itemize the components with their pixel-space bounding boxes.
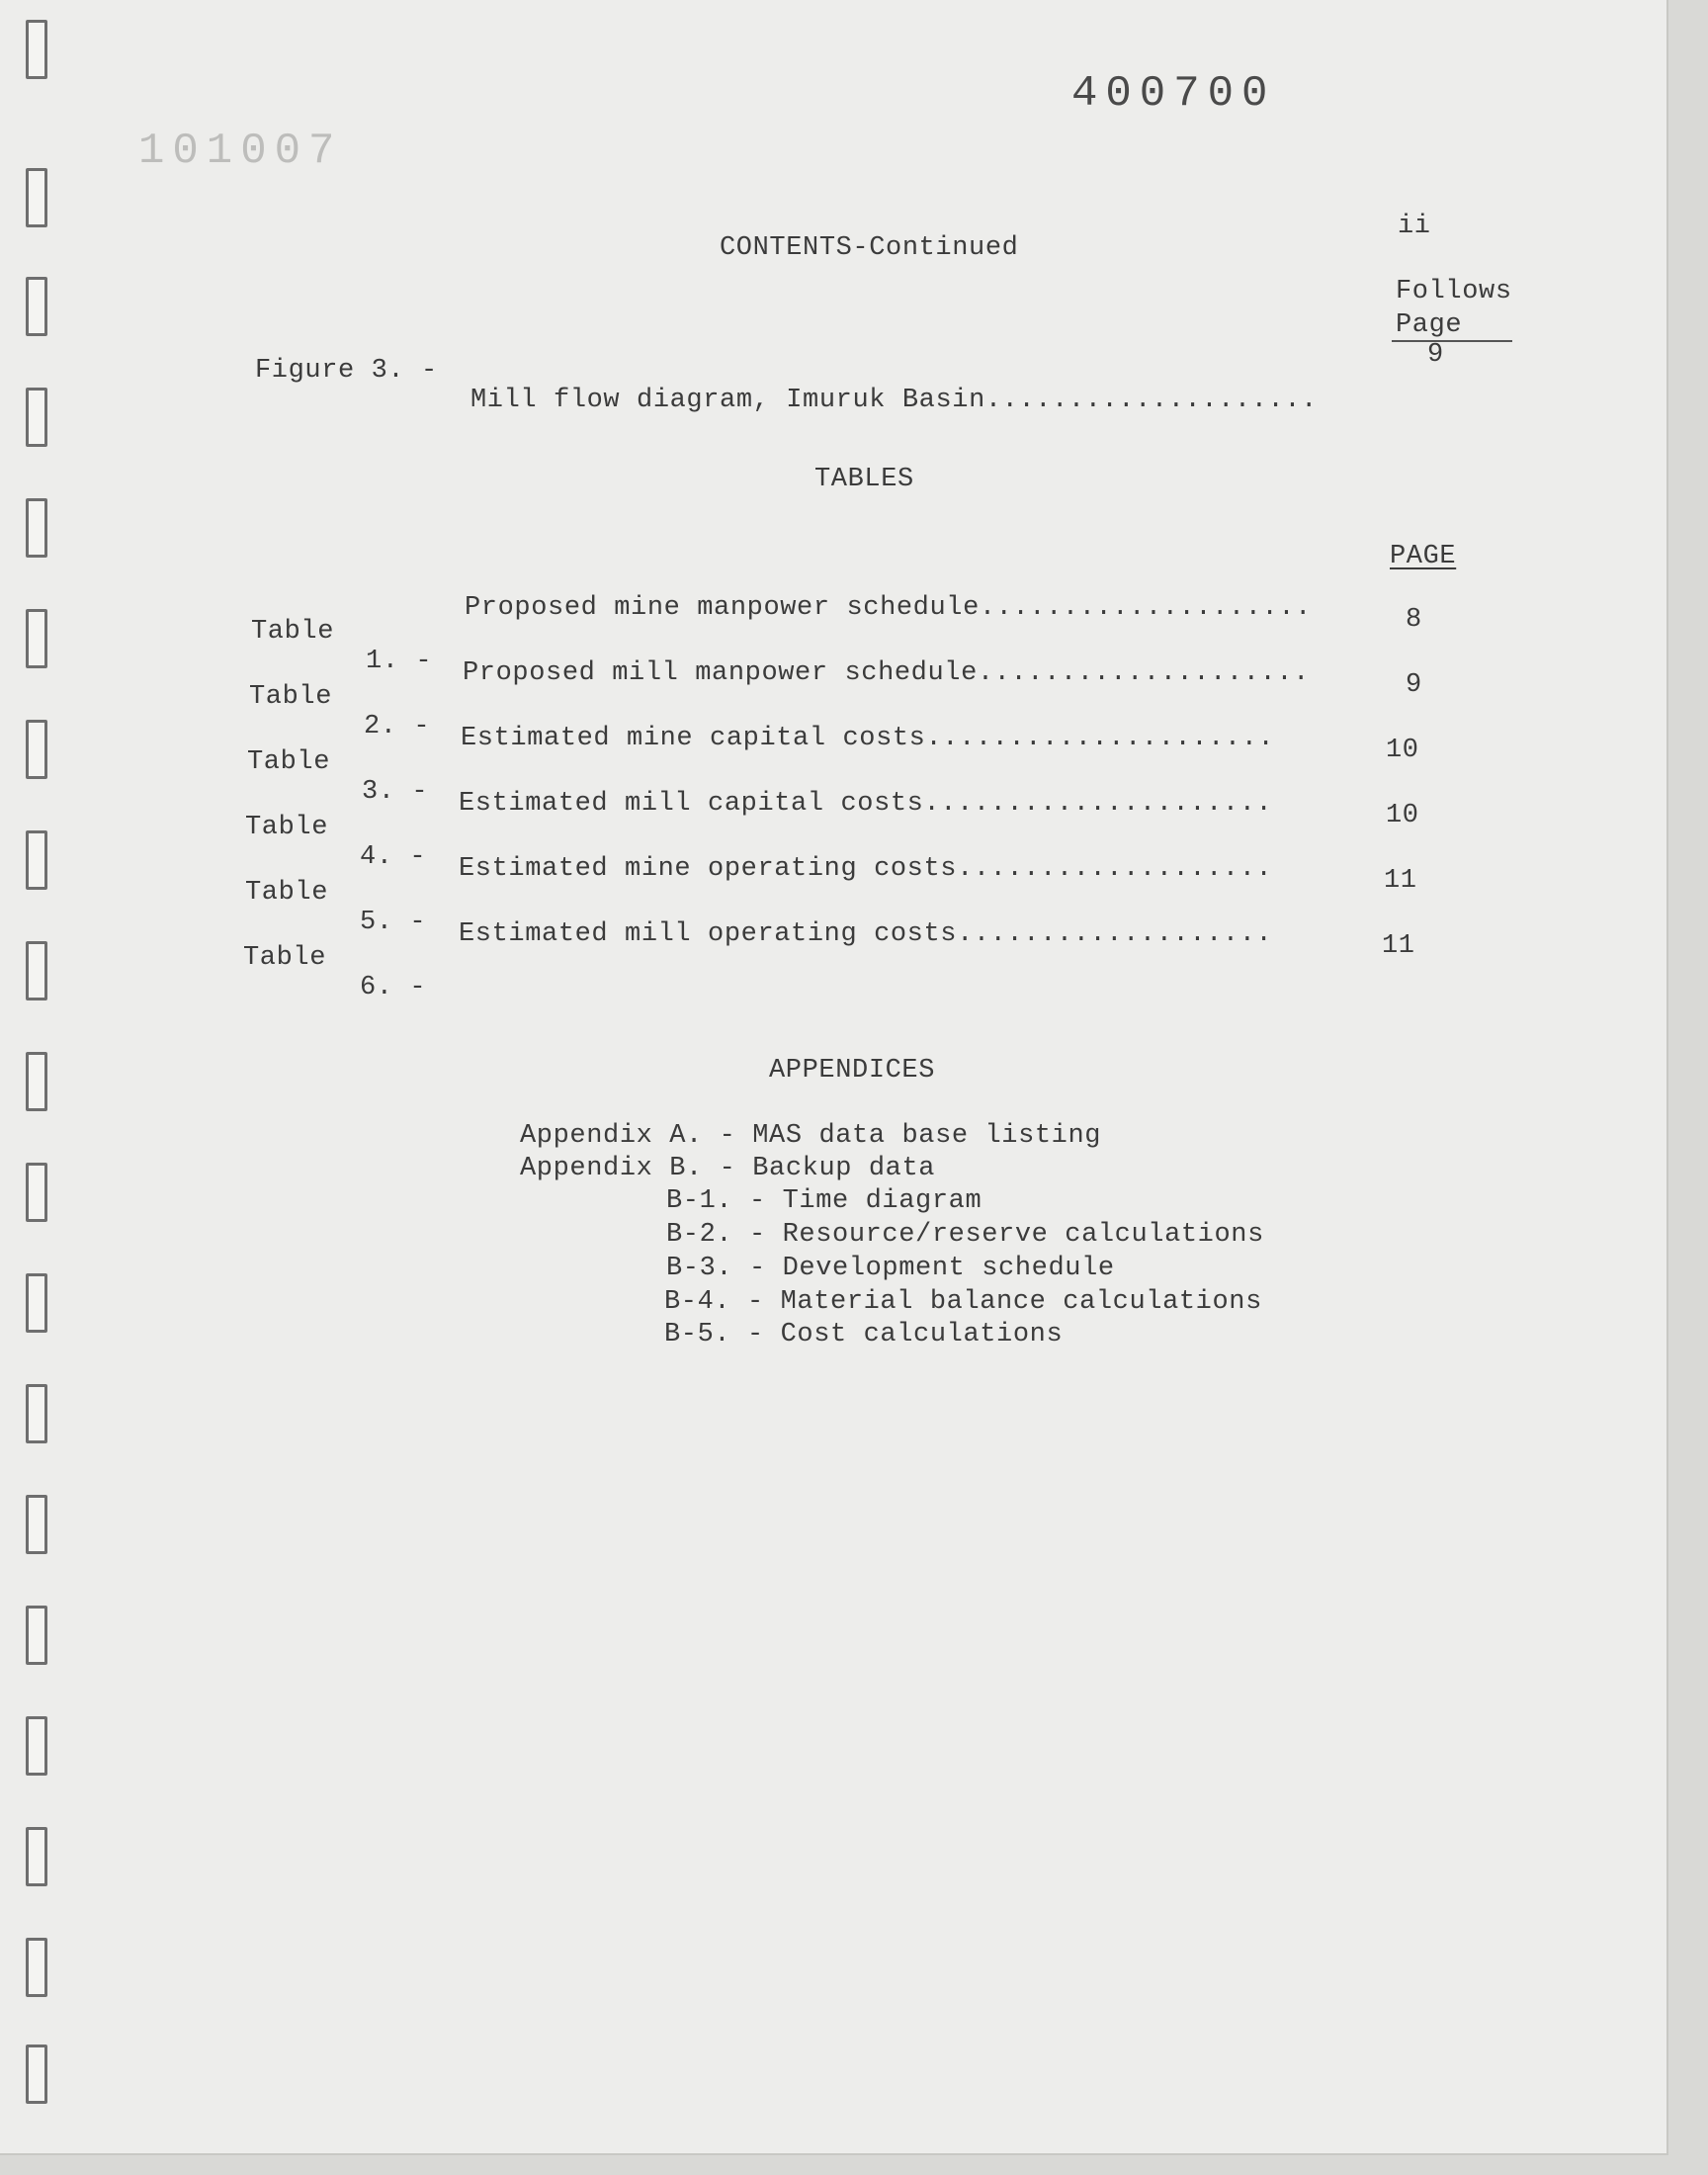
appendix-line: Appendix A. - MAS data base listing xyxy=(520,1121,1102,1151)
punch-hole xyxy=(26,388,47,447)
appendix-line: B-2. - Resource/reserve calculations xyxy=(666,1220,1264,1250)
punch-hole xyxy=(26,830,47,890)
punch-hole xyxy=(26,1163,47,1222)
table-number: 5. - xyxy=(360,908,427,937)
punch-hole xyxy=(26,1827,47,1886)
table-description: Proposed mine manpower schedule.................... xyxy=(465,593,1312,623)
table-label: Table xyxy=(245,813,329,842)
table-number: 6. - xyxy=(360,973,427,1002)
tables-page-header: PAGE xyxy=(1390,542,1457,571)
document-number: 400700 xyxy=(1071,69,1276,119)
table-label: Table xyxy=(245,878,329,908)
punch-hole xyxy=(26,1606,47,1665)
punch-hole xyxy=(26,498,47,558)
table-number: 1. - xyxy=(366,647,433,676)
ghost-document-number: 101007 xyxy=(138,127,343,176)
table-label: Table xyxy=(249,682,333,712)
punch-hole xyxy=(26,941,47,1000)
figure-description: Mill flow diagram, Imuruk Basin.................... xyxy=(470,386,1318,415)
page-number-roman: ii xyxy=(1398,212,1431,241)
table-description: Estimated mill capital costs..................... xyxy=(459,789,1273,819)
table-description: Estimated mine capital costs..................... xyxy=(461,724,1275,753)
table-row xyxy=(243,914,1469,1002)
punch-hole xyxy=(26,2044,47,2104)
appendix-line: B-4. - Material balance calculations xyxy=(664,1287,1262,1317)
punch-hole xyxy=(26,609,47,668)
table-number: 2. - xyxy=(364,712,431,741)
punch-hole xyxy=(26,720,47,779)
table-label: Table xyxy=(251,617,335,647)
punch-hole xyxy=(26,1938,47,1997)
page-header: Page xyxy=(1396,310,1463,340)
punch-hole xyxy=(26,20,47,79)
table-page: 9 xyxy=(1406,670,1422,700)
punch-hole xyxy=(26,168,47,227)
tables-heading: TABLES xyxy=(814,465,914,494)
punch-hole xyxy=(26,1495,47,1554)
appendix-line: B-1. - Time diagram xyxy=(666,1186,982,1216)
appendix-line: B-5. - Cost calculations xyxy=(664,1320,1064,1349)
table-page: 8 xyxy=(1406,605,1422,635)
appendix-line: Appendix B. - Backup data xyxy=(520,1154,936,1183)
appendix-line: B-3. - Development schedule xyxy=(666,1254,1115,1283)
table-page: 10 xyxy=(1386,801,1419,830)
table-page: 11 xyxy=(1382,931,1415,961)
table-description: Estimated mine operating costs................... xyxy=(459,854,1273,884)
table-page: 11 xyxy=(1384,866,1417,896)
table-number: 4. - xyxy=(360,842,427,872)
appendices-heading: APPENDICES xyxy=(769,1056,936,1086)
table-page: 10 xyxy=(1386,736,1419,765)
punch-hole xyxy=(26,1716,47,1776)
table-number: 3. - xyxy=(362,777,429,807)
table-label: Table xyxy=(243,943,327,973)
punch-hole xyxy=(26,1052,47,1111)
page-title: CONTENTS-Continued xyxy=(720,233,1019,263)
follows-header: Follows xyxy=(1396,277,1512,306)
table-label: Table xyxy=(247,747,331,777)
figure-label: Figure 3. - xyxy=(255,356,438,386)
table-description: Estimated mill operating costs................... xyxy=(459,919,1273,949)
punch-hole xyxy=(26,1273,47,1333)
punch-hole xyxy=(26,1384,47,1443)
table-description: Proposed mill manpower schedule.................... xyxy=(463,658,1310,688)
figure-row xyxy=(255,326,1481,415)
punch-hole xyxy=(26,277,47,336)
figure-page: 9 xyxy=(1427,340,1444,370)
